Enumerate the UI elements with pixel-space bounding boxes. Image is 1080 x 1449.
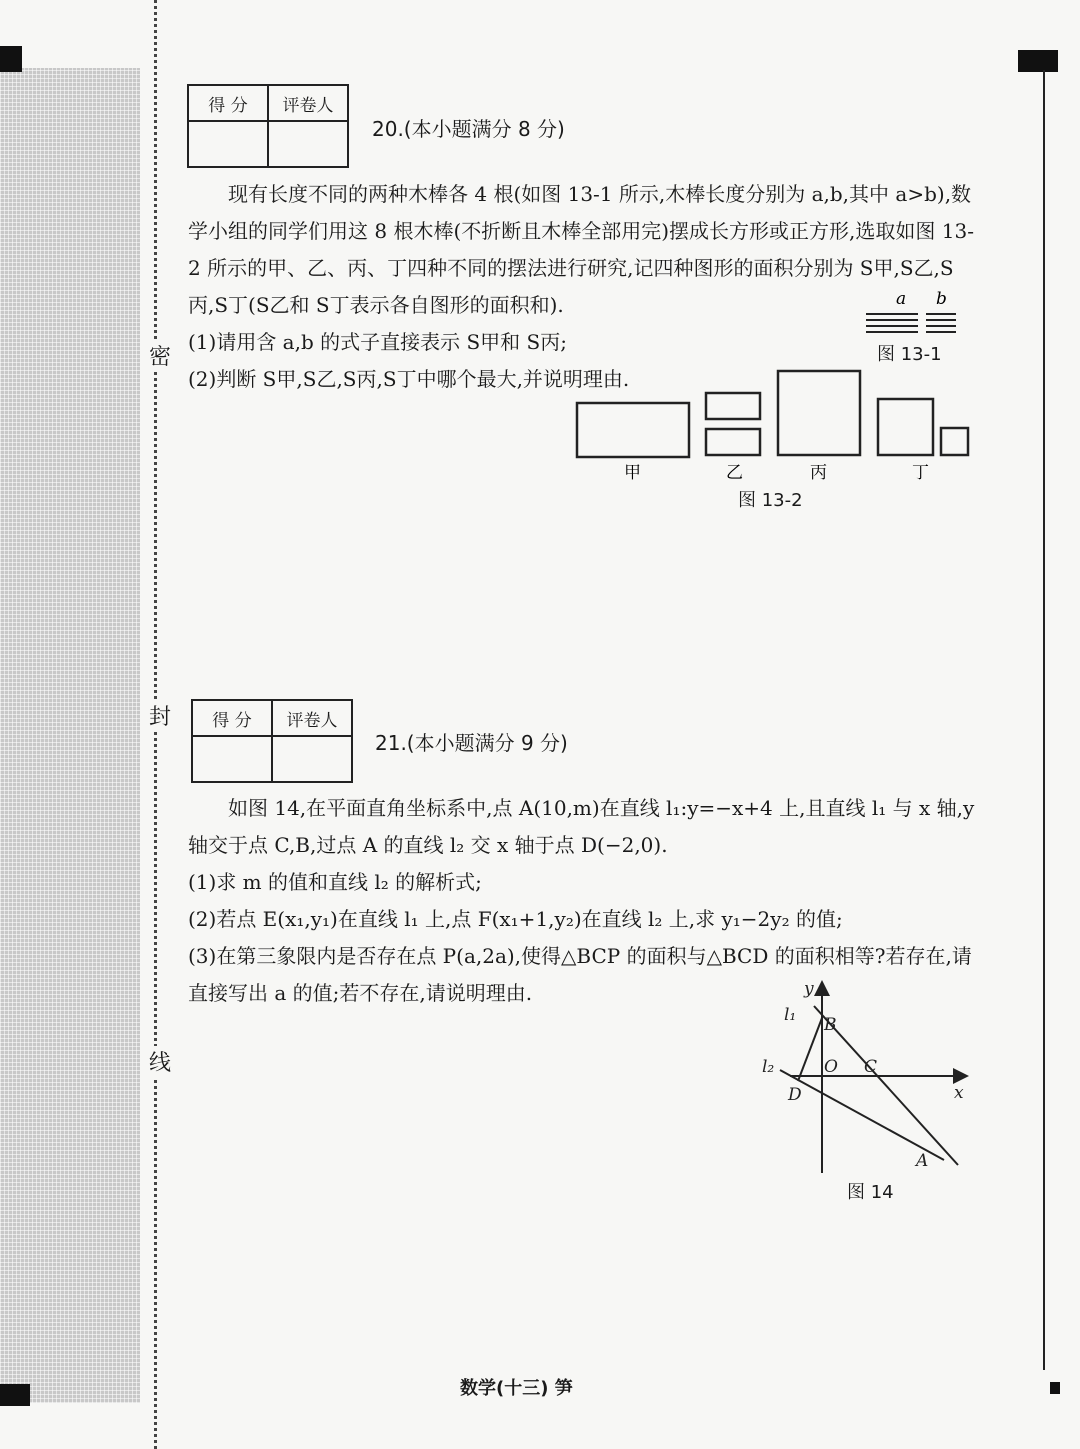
fig13-1-label-a: a: [896, 289, 907, 309]
q20-stem: 现有长度不同的两种木棒各 4 根(如图 13-1 所示,木棒长度分别为 a,b,其中 a>b),数学小组的同学们用这 8 根木棒(不折断且木棒全部用完)摆成长方形或正方形,选取如图 13-2 所示的甲、乙、丙、丁四种不同的摆法进行研究,记四种图形的面积分别为 S甲,S乙,S丙,S丁(S乙和 S丁表示各自图形的面积和).: [188, 182, 974, 317]
label-B: B: [824, 1015, 837, 1035]
label-A: A: [916, 1151, 929, 1171]
label-O: O: [824, 1057, 838, 1077]
q21-part-2: (2)若点 E(x₁,y₁)在直线 l₁ 上,点 F(x₁+1,y₂)在直线 l₂ 上,求 y₁−2y₂ 的值;: [188, 907, 843, 931]
fig13-1-label-b: b: [936, 289, 947, 309]
label-x: x: [954, 1083, 964, 1103]
q21-grader-label: 评卷人: [272, 700, 352, 736]
q21-score-cell[interactable]: [192, 736, 272, 782]
line-l2: [780, 1070, 944, 1160]
binding-strip: [0, 68, 140, 1403]
fig13-1-caption: 图 13-1: [877, 344, 942, 365]
sticks-b: [926, 314, 956, 332]
q21-stem: 如图 14,在平面直角坐标系中,点 A(10,m)在直线 l₁:y=−x+4 上,且直线 l₁ 与 x 轴,y 轴交于点 C,B,过点 A 的直线 l₂ 交 x 轴于点 D(−2,0).: [188, 796, 975, 857]
page-footer: 数学(十三) 笋: [460, 1378, 573, 1399]
q20-part-2: (2)判断 S甲,S乙,S丙,S丁中哪个最大,并说明理由.: [188, 367, 630, 391]
shape-yi: [706, 393, 760, 455]
q21-header: 21.(本小题满分 9 分): [375, 731, 568, 755]
registration-mark-bottom-left: [0, 1384, 30, 1406]
fig13-2-caption: 图 13-2: [738, 490, 803, 511]
shape-bing: [778, 371, 860, 455]
label-bing: 丙: [810, 463, 827, 483]
figure-13-2: [570, 368, 980, 483]
q21-part-1: (1)求 m 的值和直线 l₂ 的解析式;: [188, 870, 482, 894]
label-C: C: [864, 1057, 878, 1077]
q20-score-table: [187, 84, 349, 168]
q20-part-1: (1)请用含 a,b 的式子直接表示 S甲和 S丙;: [188, 330, 567, 354]
q20-grader-label: 评卷人: [268, 85, 348, 121]
label-jia: 甲: [624, 463, 641, 483]
figure-14: [760, 978, 980, 1178]
seal-char-xian: 线: [148, 1046, 172, 1077]
label-D: D: [788, 1085, 802, 1105]
q20-grader-cell[interactable]: [268, 121, 348, 167]
shape-jia: [577, 403, 689, 457]
label-y: y: [804, 979, 814, 999]
right-margin-rule: [1043, 70, 1045, 1370]
q20-score-label: 得 分: [188, 85, 268, 121]
label-l2: l₂: [762, 1057, 775, 1077]
sticks-a: [866, 314, 918, 332]
label-ding: 丁: [912, 463, 929, 483]
q21-score-label: 得 分: [192, 700, 272, 736]
seal-char-mi: 密: [148, 340, 172, 371]
registration-mark-bottom-right: [1050, 1382, 1060, 1394]
seal-char-feng: 封: [148, 700, 172, 731]
label-yi: 乙: [726, 463, 743, 483]
shape-ding: [878, 399, 968, 455]
q21-part-3: (3)在第三象限内是否存在点 P(a,2a),使得△BCP 的面积与△BCD 的面积相等?若存在,请直接写出 a 的值;若不存在,请说明理由.: [188, 944, 972, 1005]
q21-score-table: [191, 699, 353, 783]
segment-DB: [798, 1018, 822, 1081]
q20-score-cell[interactable]: [188, 121, 268, 167]
q21-grader-cell[interactable]: [272, 736, 352, 782]
fig14-caption: 图 14: [847, 1182, 894, 1203]
registration-mark-top-left: [0, 46, 22, 72]
label-l1: l₁: [784, 1005, 797, 1025]
q20-header: 20.(本小题满分 8 分): [372, 117, 565, 141]
registration-mark-top-right: [1018, 50, 1058, 72]
